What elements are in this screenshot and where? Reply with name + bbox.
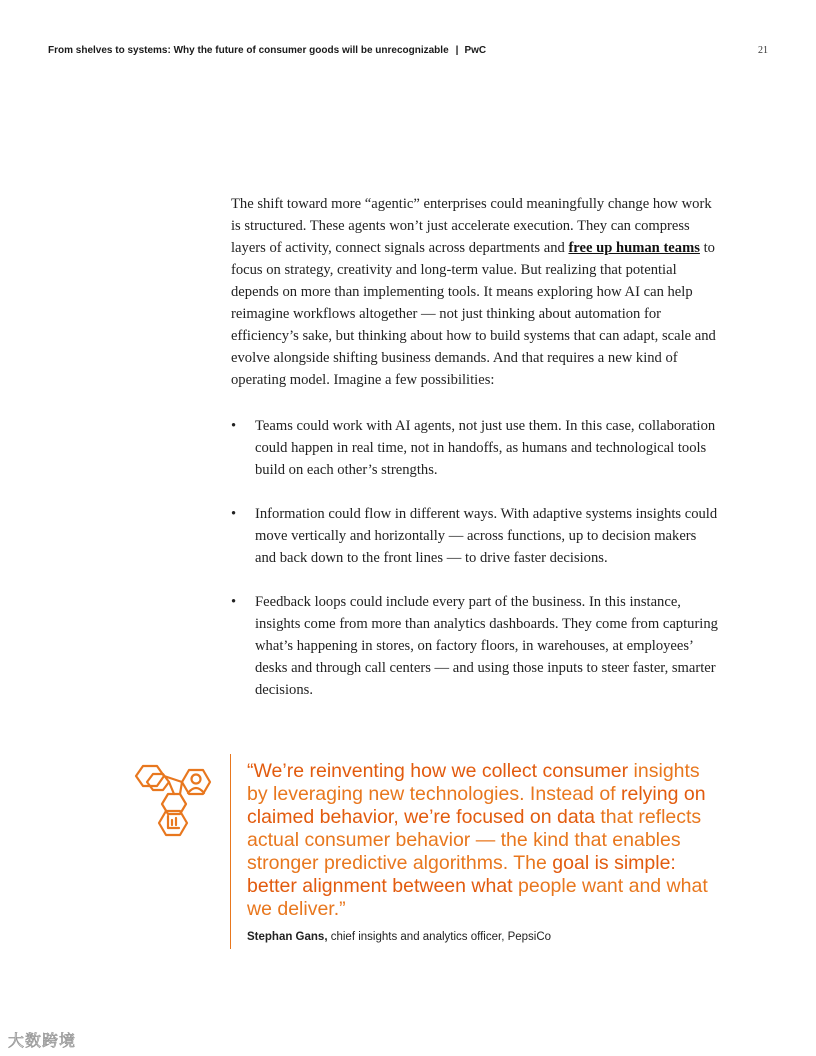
connector-line — [180, 782, 182, 794]
list-item — [231, 503, 721, 569]
quote-segment: “We’re reinventing how we collect consumer — [247, 760, 629, 782]
quote-author-title: chief insights and analytics officer, PepsiCo — [327, 931, 552, 943]
watermark-text: 大数跨境 — [8, 1031, 77, 1050]
page-header — [48, 45, 768, 61]
chart-axis-icon — [168, 816, 179, 828]
header-title: From shelves to systems: Why the future of consumer goods will be unrecognizable — [48, 45, 449, 56]
hexagon-shape — [136, 766, 164, 786]
intro-text-end: to focus on strategy, creativity and long-term value. But realizing that potential depends on more than implementing tools. It means exploring how AI can help reimagine workflows altogether — not just thinking about automation for efficiency’s sake, but thinking about how to build systems that can adapt, scale and evolve alongside shifting business demands. And that requires a new kind of operating model. Imagine a few possibilities: — [231, 240, 716, 388]
body-text — [231, 193, 721, 723]
bullet-text: Teams could work with AI agents, not just use them. In this case, collaboration could happen in real time, not in handoffs, as humans and technological tools build on each other’s strengths. — [255, 418, 716, 478]
bullet-list — [231, 415, 721, 701]
quote-author: Stephan Gans, — [247, 931, 328, 943]
header-brand: PwC — [464, 45, 487, 56]
bullet-marker: • — [231, 506, 237, 522]
list-item — [231, 415, 721, 481]
intro-paragraph — [231, 193, 721, 391]
header-separator: | — [455, 45, 459, 56]
quote-segment: insights by leveraging new technologies. Instead of — [247, 760, 700, 805]
free-up-human-teams-link[interactable]: free up human teams — [568, 240, 700, 256]
quote-text — [247, 754, 717, 921]
intro-text-start: The shift toward more “agentic” enterprises could meaningfully change how work is structured. These agents won’t just accelerate execution. They can compress layers of activity, connect signals across departments and — [231, 196, 712, 256]
bullet-marker: • — [231, 418, 237, 434]
person-body-icon — [188, 788, 204, 793]
bullet-text: Feedback loops could include every part of the business. In this instance, insights come from more than analytics dashboards. They come from capturing what’s happening in stores, on factory floors, in warehouses, at employees’ desks and through call centers — and using those inputs to steer faster, smarter decisions. — [255, 594, 718, 698]
quote-segment: people want and what we deliver.” — [247, 875, 708, 920]
pull-quote — [230, 754, 730, 949]
connector-line — [169, 782, 174, 794]
person-head-icon — [192, 775, 201, 784]
list-item — [231, 591, 721, 701]
page-number: 21 — [758, 45, 768, 56]
quote-segment: goal is simple: better alignment between what — [247, 852, 676, 897]
hexagon-network-icon — [128, 762, 216, 842]
bullet-text: Information could flow in different ways. With adaptive systems insights could move vertically and horizontally — across functions, up to decision makers and back down to the front lines — to drive faster decisions. — [255, 506, 718, 566]
quote-segment: relying on claimed behavior, we’re focused on data — [247, 783, 706, 828]
bullet-marker: • — [231, 594, 237, 610]
chart-bars-icon — [172, 818, 176, 825]
quote-segment: that reflects actual consumer behavior — the kind that enables stronger predictive algorithms. The — [247, 806, 702, 874]
quote-attribution — [247, 931, 730, 943]
watermark — [8, 1028, 76, 1051]
